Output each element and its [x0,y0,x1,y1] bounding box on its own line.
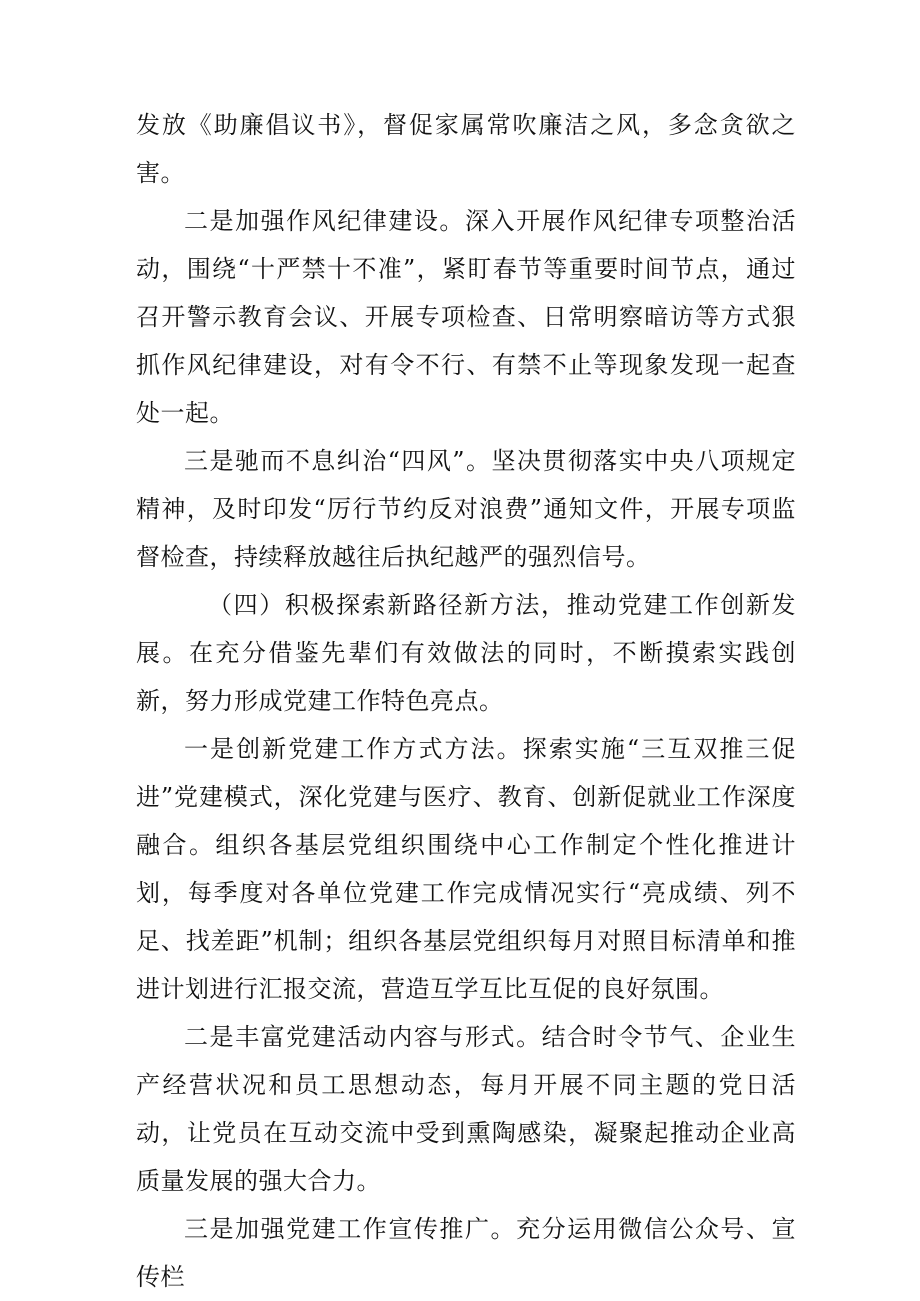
paragraph-discipline-building: 二是加强作风纪律建设。深入开展作风纪律专项整治活动，围绕“十严禁十不准”，紧盯春节等重要时间节点，通过召开警示教育会议、开展专项检查、日常明察暗访等方式狠抓作风纪律建设，对有令不行、有禁不止等现象发现一起查处一起。 [136,207,796,427]
paragraph-activity-content: 二是丰富党建活动内容与形式。结合时令节气、企业生产经营状况和员工思想动态，每月开展不同主题的党日活动，让党员在互动交流中受到熏陶感染，凝聚起推动企业高质量发展的强大合力。 [136,1023,796,1195]
document-body [136,101,796,1301]
paragraph-innovation-methods: 一是创新党建工作方式方法。探索实施“三互双推三促进”党建模式，深化党建与医疗、教育、创新促就业工作深度融合。组织各基层党组织围绕中心工作制定个性化推进计划，每季度对各单位党建工作完成情况实行“亮成绩、列不足、找差距”机制；组织各基层党组织每月对照目标清单和推进计划进行汇报交流，营造互学互比互促的良好氛围。 [136,735,796,1003]
paragraph-publicity: 三是加强党建工作宣传推广。充分运用微信公众号、宣传栏 [136,1215,796,1291]
section-heading-four: （四）积极探索新路径新方法，推动党建工作创新发展。在充分借鉴先辈们有效做法的同时，不断摸索实践创新，努力形成党建工作特色亮点。 [136,591,796,715]
paragraph-four-winds: 三是驰而不息纠治“四风”。坚决贯彻落实中央八项规定精神，及时印发“厉行节约反对浪费”通知文件，开展专项监督检查，持续释放越往后执纪越严的强烈信号。 [136,447,796,571]
paragraph-continuation: 发放《助廉倡议书》，督促家属常吹廉洁之风，多念贪欲之害。 [136,111,796,187]
